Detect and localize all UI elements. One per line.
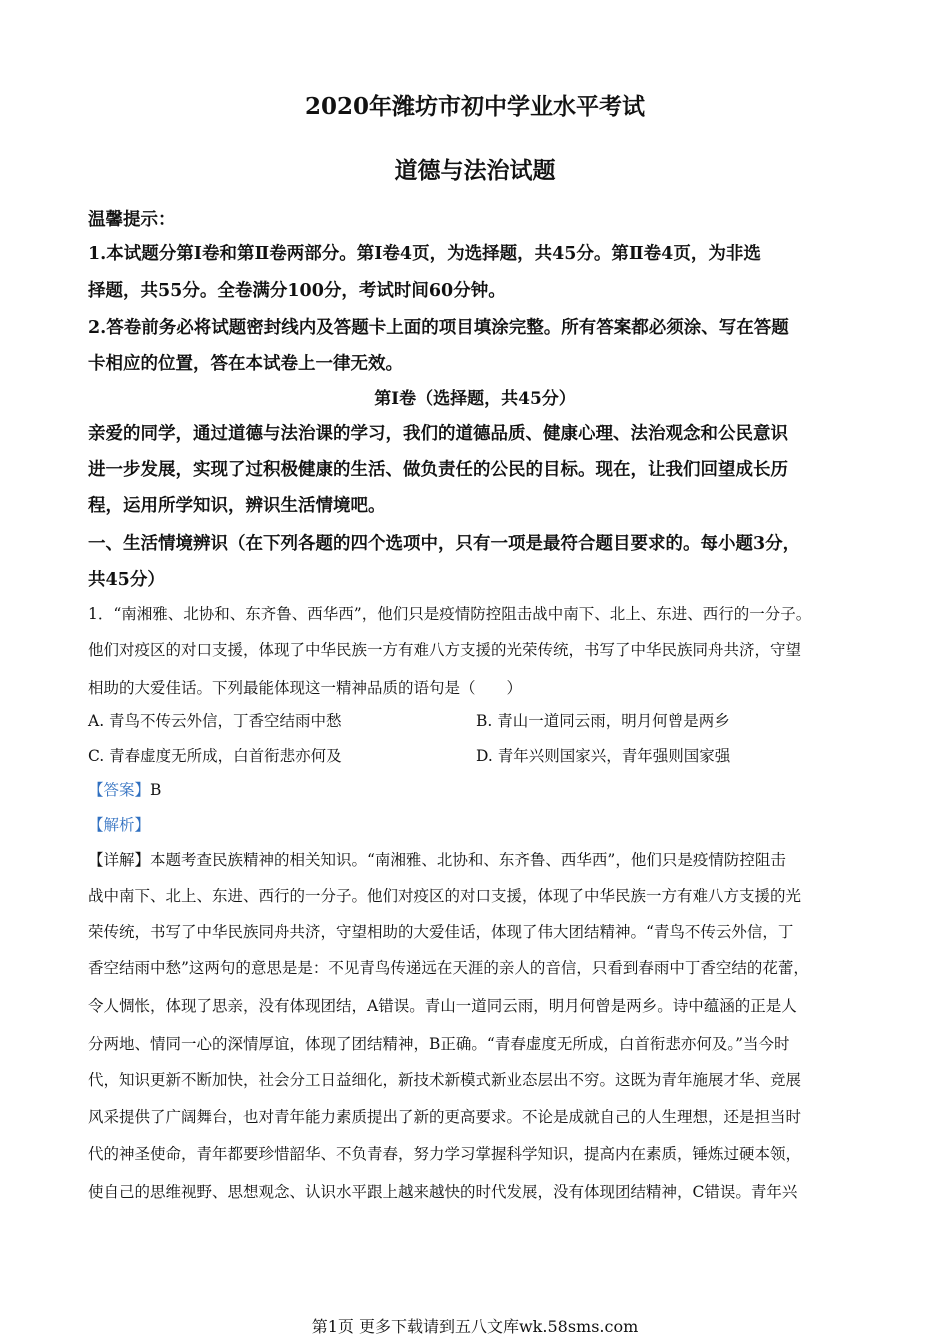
explanation-line: 战中南下、北上、东进、西行的一分子。他们对疫区的对口支援，体现了中华民族一方有难八方支援的光 xyxy=(88,887,802,905)
explanation-line: 荣传统，书写了中华民族同舟共济，守望相助的大爱佳话，体现了伟大团结精神。“青鸟不传云外信，丁 xyxy=(88,923,794,941)
option-d: D. 青年兴则国家兴，青年强则国家强 xyxy=(476,747,731,765)
answer-line xyxy=(88,778,161,800)
explanation-line: 风采提供了广阔舞台，也对青年能力素质提出了新的更高要求。不论是成就自己的人生理想，还是担当时 xyxy=(88,1108,802,1126)
section-intro-line: 程，运用所学知识，辨识生活情境吧。 xyxy=(88,496,386,516)
option-a: A. 青鸟不传云外信，丁香空结雨中愁 xyxy=(88,712,342,730)
section-title: 第Ⅰ卷（选择题，共45分） xyxy=(374,389,576,409)
notice-line: 择题，共55分。全卷满分100分，考试时间60分钟。 xyxy=(88,281,506,301)
explanation-line: 【详解】本题考查民族精神的相关知识。“南湘雅、北协和、东齐鲁、西华西”，他们只是疫情防控阻击 xyxy=(88,851,786,869)
exam-subtitle: 道德与法治试题 xyxy=(394,157,556,184)
exam-title: 2020年潍坊市初中学业水平考试 xyxy=(304,93,645,120)
section-intro-line: 进一步发展，实现了过积极健康的生活、做负责任的公民的目标。现在，让我们回望成长历 xyxy=(88,460,788,480)
option-b: B. 青山一道同云雨，明月何曾是两乡 xyxy=(476,712,730,730)
explanation-line: 代，知识更新不断加快，社会分工日益细化，新技术新模式新业态层出不穷。这既为青年施展才华、竞展 xyxy=(88,1071,802,1089)
question-stem-line: 1．“南湘雅、北协和、东齐鲁、西华西”，他们只是疫情防控阻击战中南下、北上、东进、西行的一分子。 xyxy=(88,605,812,623)
notice-line: 卡相应的位置，答在本试卷上一律无效。 xyxy=(88,354,403,374)
explanation-line: 香空结雨中愁”这两句的意思是是：不见青鸟传递远在天涯的亲人的音信，只看到春雨中丁香空结的花蕾， xyxy=(88,959,809,977)
answer-value: B xyxy=(150,781,162,799)
question-stem-line: 相助的大爱佳话。下列最能体现这一精神品质的语句是（ ） xyxy=(88,679,523,697)
explanation-line: 使自己的思维视野、思想观念、认识水平跟上越来越快的时代发展，没有体现团结精神，C错误。青年兴 xyxy=(88,1183,798,1201)
analysis-tag: 【解析】 xyxy=(88,816,151,834)
part-heading: 一、生活情境辨识（在下列各题的四个选项中，只有一项是最符合题目要求的。每小题3分， xyxy=(88,534,801,554)
answer-tag: 【答案】 xyxy=(88,781,151,799)
notice-line: 2.答卷前务必将试题密封线内及答题卡上面的项目填涂完整。所有答案都必须涂、写在答题 xyxy=(88,318,789,338)
notice-heading: 温馨提示： xyxy=(88,210,176,230)
section-intro-line: 亲爱的同学，通过道德与法治课的学习，我们的道德品质、健康心理、法治观念和公民意识 xyxy=(88,424,788,444)
explanation-line: 令人惆怅，体现了思亲，没有体现团结，A错误。青山一道同云雨，明月何曾是两乡。诗中蕴涵的正是人 xyxy=(88,997,797,1015)
page-footer: 第1页 更多下载请到五八文库wk.58sms.com xyxy=(311,1317,639,1336)
notice-line: 1.本试题分第Ⅰ卷和第Ⅱ卷两部分。第Ⅰ卷4页，为选择题，共45分。第Ⅱ卷4页，为非选 xyxy=(88,244,761,264)
explanation-line: 代的神圣使命，青年都要珍惜韶华、不负青春，努力学习掌握科学知识，提高内在素质，锤炼过硬本领， xyxy=(88,1145,802,1163)
explanation-line: 分两地、情同一心的深情厚谊，体现了团结精神，B正确。“青春虚度无所成，白首衔悲亦何及。”当今时 xyxy=(88,1035,790,1053)
option-c: C. 青春虚度无所成，白首衔悲亦何及 xyxy=(88,747,342,765)
question-stem-line: 他们对疫区的对口支援，体现了中华民族一方有难八方支援的光荣传统，书写了中华民族同舟共济，守望 xyxy=(88,641,802,659)
part-heading: 共45分） xyxy=(88,570,165,590)
